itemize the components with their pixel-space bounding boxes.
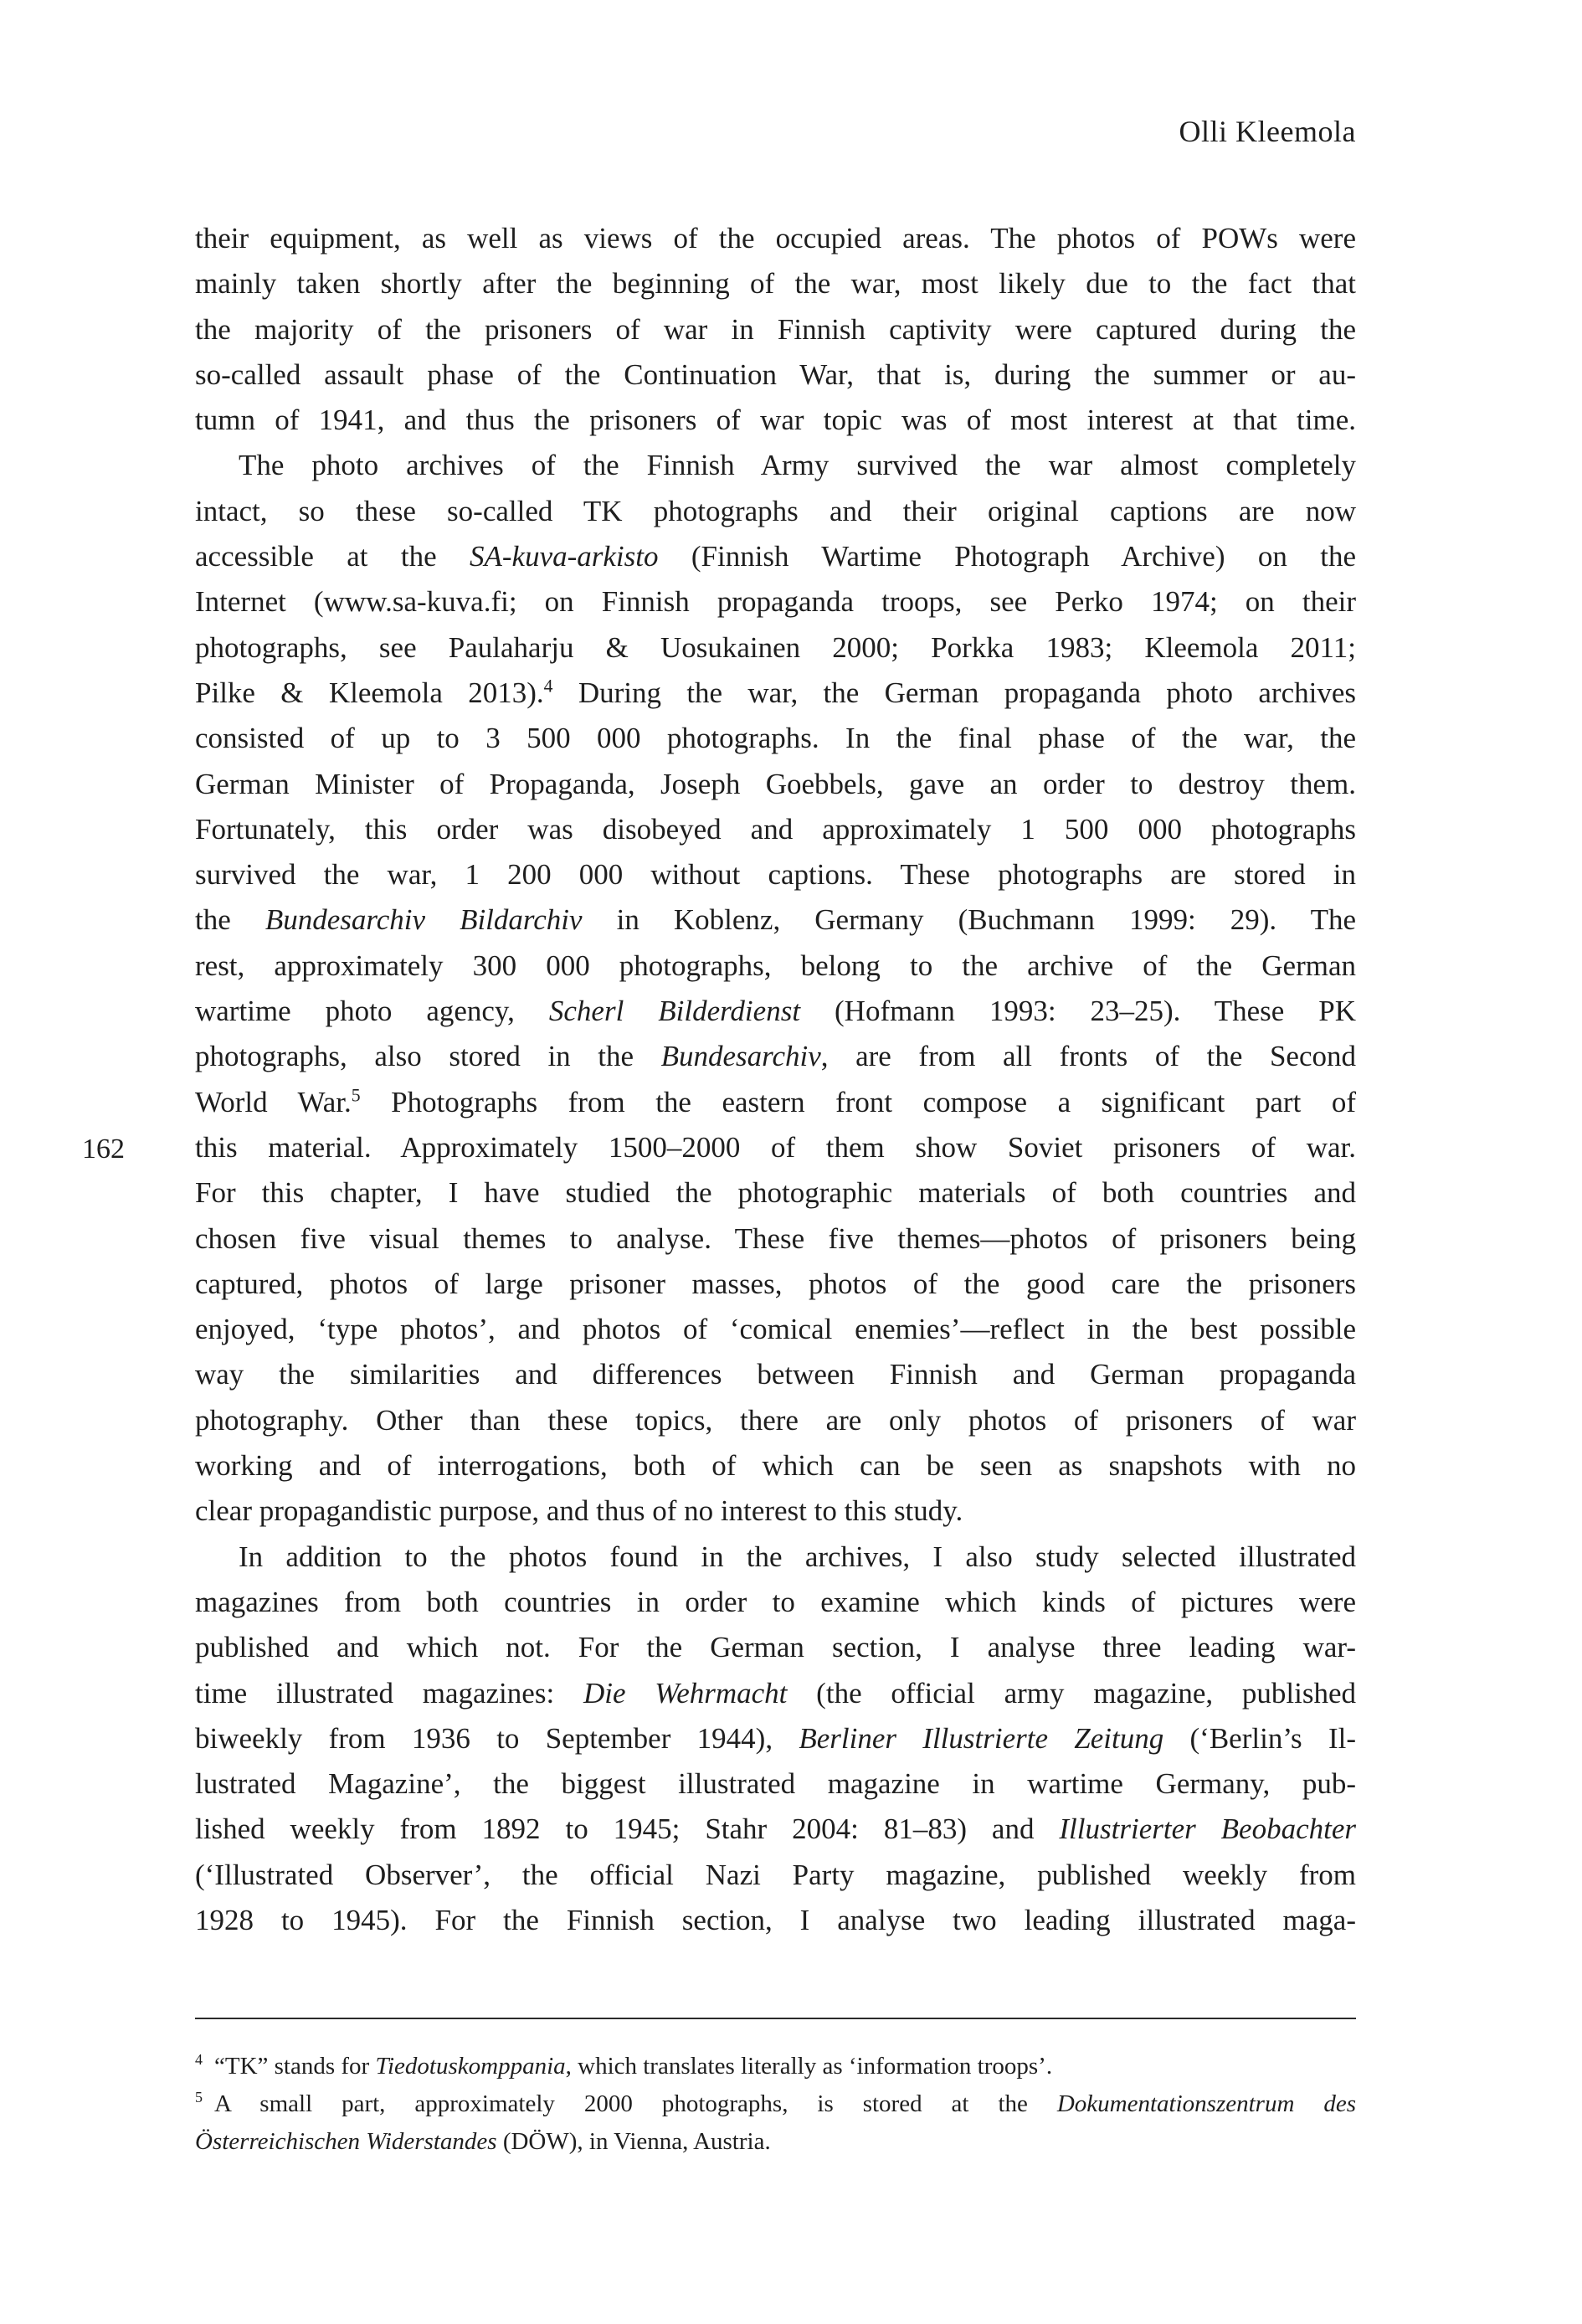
text-run: Dokumentationszentrum des bbox=[1056, 2090, 1357, 2117]
text-line bbox=[195, 1853, 1356, 1898]
text-run: Scherl Bilderdienst bbox=[548, 995, 801, 1028]
text-run: mainly taken shortly after the beginning of the war, most likely due to the fact that bbox=[195, 267, 1356, 301]
footnotes bbox=[195, 2048, 1356, 2161]
body-text bbox=[195, 216, 1356, 1943]
text-line bbox=[195, 443, 1356, 488]
text-run: time illustrated magazines: bbox=[195, 1676, 583, 1710]
text-line bbox=[195, 1443, 1356, 1488]
text-run: photography. Other than these topics, there are only photos of prisoners of war bbox=[195, 1403, 1356, 1437]
text-run: Bundesarchiv Bildarchiv bbox=[265, 903, 583, 937]
text-run: , are from all fronts of the Second bbox=[820, 1040, 1356, 1073]
text-run: Österreichischen Widerstandes bbox=[195, 2128, 497, 2155]
text-line bbox=[195, 398, 1356, 443]
text-run: (Hofmann 1993: 23–25). These PK bbox=[800, 995, 1357, 1028]
page-number: 162 bbox=[82, 1134, 125, 1165]
text-line bbox=[195, 2085, 1356, 2123]
text-line bbox=[195, 1807, 1356, 1852]
text-run: , which translates literally as ‘information troops’. bbox=[565, 2053, 1053, 2080]
text-run: Berliner Illustrierte Zeitung bbox=[799, 1721, 1164, 1755]
text-run: Tiedotuskomppania bbox=[375, 2053, 566, 2080]
text-run: enjoyed, ‘type photos’, and photos of ‘comical enemies’—reflect in the best possible bbox=[195, 1313, 1356, 1346]
text-run: photographs, see Paulaharju & Uosukainen 2000; Porkka 1983; Kleemola 2011; bbox=[195, 630, 1356, 664]
text-run: tumn of 1941, and thus the prisoners of war topic was of most interest at that time. bbox=[195, 404, 1356, 437]
text-run: The photo archives of the Finnish Army survived the war almost completely bbox=[239, 449, 1356, 482]
text-line bbox=[195, 1080, 1356, 1125]
text-line bbox=[195, 989, 1356, 1034]
text-run: survived the war, 1 200 000 without captions. These photographs are stored in bbox=[195, 858, 1356, 892]
text-run: Die Wehrmacht bbox=[583, 1676, 788, 1710]
text-run: Pilke & Kleemola 2013). bbox=[195, 676, 544, 709]
text-run: accessible at the bbox=[195, 540, 470, 573]
text-run: in Koblenz, Germany (Buchmann 1999: 29). The bbox=[582, 903, 1356, 937]
text-run: their equipment, as well as views of the occupied areas. The photos of POWs were bbox=[195, 222, 1356, 255]
text-run: rest, approximately 300 000 photographs, belong to the archive of the German bbox=[195, 949, 1356, 982]
text-run: (Finnish Wartime Photograph Archive) on the bbox=[658, 540, 1356, 573]
footnote-marker: 5 bbox=[351, 1084, 361, 1105]
text-run: lustrated Magazine’, the biggest illustrated magazine in wartime Germany, pub- bbox=[195, 1767, 1356, 1801]
text-run: (‘Illustrated Observer’, the official Nazi Party magazine, published weekly from bbox=[195, 1858, 1356, 1891]
text-run: chosen five visual themes to analyse. These five themes—photos of prisoners being bbox=[195, 1221, 1356, 1255]
text-run: In addition to the photos found in the archives, I also study selected illustrated bbox=[239, 1540, 1356, 1573]
text-run: way the similarities and differences between Finnish and German propaganda bbox=[195, 1358, 1356, 1391]
footnote-marker: 4 bbox=[195, 2051, 203, 2069]
text-run: biweekly from 1936 to September 1944), bbox=[195, 1721, 799, 1755]
text-line bbox=[195, 1716, 1356, 1761]
text-run: magazines from both countries in order to examine which kinds of pictures were bbox=[195, 1585, 1356, 1618]
text-line bbox=[195, 716, 1356, 761]
text-line bbox=[195, 1307, 1356, 1352]
text-run: SA-kuva-arkisto bbox=[470, 540, 659, 573]
text-run: Fortunately, this order was disobeyed and approximately 1 500 000 photographs bbox=[195, 812, 1356, 846]
text-run: During the war, the German propaganda photo archives bbox=[552, 676, 1356, 709]
text-run: lished weekly from 1892 to 1945; Stahr 2004: 81–83) and bbox=[195, 1812, 1060, 1846]
text-line bbox=[195, 1125, 1356, 1170]
text-run: captured, photos of large prisoner masses, photos of the good care the prisoners bbox=[195, 1267, 1356, 1300]
text-run: For this chapter, I have studied the photographic materials of both countries and bbox=[195, 1176, 1356, 1210]
text-run: clear propagandistic purpose, and thus of no interest to this study. bbox=[195, 1494, 963, 1528]
text-line bbox=[195, 852, 1356, 897]
text-line bbox=[195, 1898, 1356, 1943]
text-run: (the official army magazine, published bbox=[787, 1676, 1356, 1710]
text-run: so-called assault phase of the Continuation War, that is, during the summer or au- bbox=[195, 357, 1356, 391]
text-run: the bbox=[195, 903, 265, 937]
text-run: World War. bbox=[195, 1085, 352, 1118]
text-run: working and of interrogations, both of which can be seen as snapshots with no bbox=[195, 1449, 1356, 1483]
text-run: Bundesarchiv bbox=[660, 1040, 821, 1073]
text-run: “TK” stands for bbox=[213, 2053, 376, 2080]
footnote-marker: 4 bbox=[543, 676, 553, 697]
text-line bbox=[195, 762, 1356, 807]
text-run: 1928 to 1945). For the Finnish section, I analyse two leading illustrated maga- bbox=[195, 1903, 1356, 1936]
text-line bbox=[195, 943, 1356, 989]
text-line bbox=[195, 671, 1356, 716]
text-line bbox=[195, 1488, 1356, 1534]
text-line bbox=[195, 1262, 1356, 1307]
text-line bbox=[195, 807, 1356, 852]
footnote-rule bbox=[195, 2018, 1356, 2019]
text-run: consisted of up to 3 500 000 photographs. In the final phase of the war, the bbox=[195, 722, 1356, 755]
text-line bbox=[195, 307, 1356, 352]
text-run: wartime photo agency, bbox=[195, 995, 549, 1028]
text-line bbox=[195, 1170, 1356, 1216]
text-line bbox=[195, 2048, 1356, 2085]
footnote-marker: 5 bbox=[195, 2089, 203, 2106]
text-line bbox=[195, 1625, 1356, 1670]
text-line bbox=[195, 1761, 1356, 1807]
text-run: Internet (www.sa-kuva.fi; on Finnish propaganda troops, see Perko 1974; on their bbox=[195, 585, 1356, 619]
text-line bbox=[195, 1671, 1356, 1716]
text-run: photographs, also stored in the bbox=[195, 1040, 661, 1073]
text-run: (DÖW), in Vienna, Austria. bbox=[496, 2128, 771, 2155]
text-run: intact, so these so-called TK photographs and their original captions are now bbox=[195, 494, 1356, 527]
text-line bbox=[195, 1216, 1356, 1262]
text-line bbox=[195, 2123, 1356, 2161]
text-run: (‘Berlin’s Il- bbox=[1163, 1721, 1356, 1755]
running-header: Olli Kleemola bbox=[1179, 115, 1356, 148]
text-line bbox=[195, 489, 1356, 534]
text-line bbox=[195, 1352, 1356, 1397]
text-line bbox=[195, 534, 1356, 579]
text-run: published and which not. For the German section, I analyse three leading war- bbox=[195, 1631, 1356, 1664]
text-run: Illustrierter Beobachter bbox=[1059, 1812, 1357, 1846]
text-line bbox=[195, 352, 1356, 398]
text-line bbox=[195, 1580, 1356, 1625]
text-run: this material. Approximately 1500–2000 of them show Soviet prisoners of war. bbox=[195, 1130, 1356, 1164]
text-run: A small part, approximately 2000 photographs, is stored at the bbox=[213, 2090, 1057, 2117]
text-run: German Minister of Propaganda, Joseph Goebbels, gave an order to destroy them. bbox=[195, 767, 1356, 800]
text-run: the majority of the prisoners of war in Finnish captivity were captured during the bbox=[195, 312, 1356, 346]
text-line bbox=[195, 897, 1356, 943]
text-line bbox=[195, 1535, 1356, 1580]
text-line bbox=[195, 1034, 1356, 1079]
text-line bbox=[195, 216, 1356, 261]
text-line bbox=[195, 579, 1356, 625]
text-line bbox=[195, 261, 1356, 306]
text-line bbox=[195, 1398, 1356, 1443]
text-line bbox=[195, 625, 1356, 671]
text-run: Photographs from the eastern front compose a significant part of bbox=[360, 1085, 1356, 1118]
